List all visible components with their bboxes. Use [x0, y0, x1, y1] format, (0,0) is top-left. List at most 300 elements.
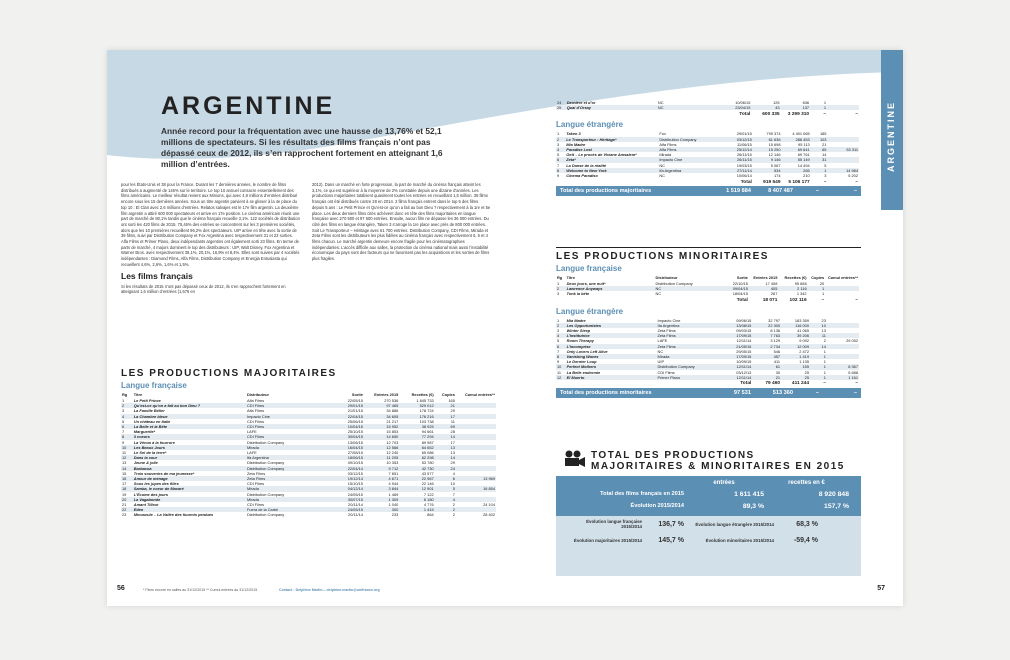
- table-cell: La Belle endormie: [566, 369, 601, 375]
- table-cell: 1 415: [399, 507, 434, 512]
- total-row: [556, 380, 861, 388]
- table-cell: 22/05/15: [347, 398, 363, 403]
- table-cell: Mirada: [246, 486, 329, 491]
- table-cell: Sous les jupes des filles: [133, 481, 179, 487]
- table-cell: 12 901: [399, 486, 434, 491]
- table-cell: 10: [450, 481, 455, 487]
- total-cell: 919 549: [763, 179, 781, 185]
- table-cell: 7: [452, 491, 455, 497]
- majoritaires-section: [121, 368, 496, 518]
- table-cell: Tonk la bête: [566, 291, 590, 297]
- table-cell: 9: [122, 439, 125, 445]
- table-cell: 11: [557, 369, 562, 375]
- total-cell: 600 335: [762, 111, 780, 117]
- table-cell: 25: [781, 375, 810, 380]
- table-cell: 09/10/15: [347, 460, 363, 466]
- table-cell: Distribution Company: [246, 512, 285, 518]
- table-cell: 11: [450, 418, 455, 424]
- table-cell: 5 067: [770, 162, 781, 168]
- table-cell: 210: [803, 173, 810, 179]
- table-cell: 1 040: [388, 502, 399, 508]
- table-cell: 2: [823, 338, 826, 344]
- column-header: Copies: [441, 392, 455, 398]
- table-cell: 16/04/15: [329, 445, 364, 450]
- table-cell: 7: [557, 162, 560, 168]
- table-cell: 11: [122, 450, 127, 456]
- table-cell: Perfect Mothers: [566, 364, 657, 369]
- table-cell: 15 853: [386, 429, 399, 435]
- table-cell: 1: [823, 348, 826, 354]
- column-header: Rg: [557, 275, 563, 281]
- table-cell: Ifa Argentina: [246, 455, 329, 460]
- table-cell: NC: [655, 291, 662, 297]
- table-cell: 64 652: [399, 445, 434, 450]
- table-cell: 29: [450, 408, 455, 414]
- table-cell: 10/06/14: [736, 173, 752, 179]
- table-cell: 30/07/15: [329, 497, 364, 502]
- table-cell: 9: [557, 359, 560, 365]
- table-cell: 178 724: [419, 408, 434, 414]
- table-cell: 300: [364, 507, 399, 512]
- total-row: [556, 297, 861, 305]
- table-cell: 21/01/15: [347, 408, 363, 414]
- table-cell: 6: [556, 157, 565, 162]
- table-cell: 17/09/15: [724, 354, 753, 359]
- table-cell: 103 738: [419, 418, 434, 424]
- table-cell: Alfa Films: [246, 398, 265, 403]
- table-cell: 5 202: [848, 173, 858, 179]
- table-cell: Distribution Company: [246, 439, 285, 445]
- langue-francaise-subheading: Langue française: [121, 381, 187, 390]
- table-cell: 12: [121, 455, 133, 460]
- table-cell: 1: [823, 100, 827, 105]
- table-cell: Distribution Company: [246, 466, 329, 471]
- table-cell: 5: [557, 152, 560, 158]
- table-cell: 4: [121, 414, 133, 419]
- majoritaires-fr-table: [121, 392, 496, 518]
- table-cell: 3 844: [364, 486, 399, 491]
- table-cell: NC: [657, 348, 664, 354]
- film-camera-icon: [563, 450, 585, 468]
- table-cell: 12/11/14: [736, 338, 752, 344]
- min-langue-etrangere-subheading: Langue étrangère: [556, 306, 624, 316]
- total-cell: 79 460: [765, 381, 781, 387]
- table-cell: 53 780: [421, 460, 434, 466]
- table-cell: NC: [657, 100, 664, 105]
- table-cell: 19/12/14: [329, 476, 364, 481]
- table-cell: 15 698: [768, 141, 781, 147]
- total-cell: 102 116: [789, 298, 807, 303]
- table-cell: 9: [557, 173, 560, 179]
- table-cell: 16 854: [456, 486, 496, 491]
- table-cell: Zeta Films: [246, 476, 329, 481]
- table-cell: 2: [452, 512, 455, 518]
- table-cell: 18/04/15: [732, 291, 748, 297]
- table-cell: 43: [751, 105, 780, 110]
- table-cell: 4: [435, 497, 456, 502]
- table-cell: 24/05/15: [347, 491, 363, 497]
- table-cell: 3: [557, 141, 560, 147]
- total-cell: Total: [736, 298, 748, 303]
- country-title: ARGENTINE: [161, 92, 336, 120]
- table-cell: L’Institutrice: [566, 333, 657, 338]
- column-header: Sortie: [351, 392, 363, 398]
- table-cell: 32 797: [768, 317, 781, 323]
- majoritaires-continued: [556, 100, 861, 196]
- table-cell: 1 161: [827, 375, 859, 380]
- table-cell: 1 342: [796, 291, 807, 297]
- table-cell: 94 661: [421, 429, 434, 435]
- column-header: Rg: [122, 392, 128, 398]
- table-cell: 1: [823, 359, 826, 365]
- table-cell: 21: [435, 403, 456, 408]
- table-cell: 12 566: [364, 445, 399, 450]
- lead-paragraph: Année record pour la fréquentation avec une hausse de 13,76% et 52,1 millions de spectateurs. Si les résultats des films français n’ont pas dépassé ceux de 2012, ils s’en rapprochent fortement en atteignant 1,6 million d’entrées.: [161, 126, 443, 169]
- table-cell: 95 658: [794, 281, 807, 286]
- table-cell: 9 092: [799, 338, 809, 344]
- table-cell: Deux jours, une nuit*: [566, 281, 606, 286]
- table-cell: 636: [802, 100, 810, 105]
- table-cell: 8: [556, 354, 566, 359]
- table-cell: 10/04/15: [329, 424, 364, 429]
- table-cell: L’Incomprise: [566, 344, 657, 349]
- table-cell: Distribution Company: [246, 491, 285, 497]
- table-cell: Alfa Films: [658, 147, 724, 152]
- table-cell: Cinema Paradiso: [566, 173, 598, 179]
- table-cell: Distribution Company: [658, 137, 724, 142]
- table-cell: 17: [435, 414, 456, 419]
- table-cell: 13/06/15: [347, 439, 363, 445]
- table-cell: 1: [810, 354, 827, 359]
- table-cell: 12 009: [781, 344, 810, 349]
- table-cell: Samba, le coeur de Macaré: [133, 486, 246, 491]
- table-cell: 1: [822, 291, 825, 297]
- table-cell: 14 494: [797, 162, 810, 168]
- table-cell: 20/11/14: [348, 512, 363, 518]
- table-cell: 13: [821, 328, 826, 334]
- table-cell: 5: [824, 162, 827, 168]
- table-cell: Distribution Company: [655, 281, 693, 286]
- table-cell: Qu’est-ce qu’on a fait au bon Dieu ?: [133, 403, 246, 408]
- table-cell: 13/08/15: [724, 323, 753, 328]
- table-cell: 529 012: [399, 403, 434, 408]
- table-cell: Zeta Films: [657, 344, 724, 349]
- table-cell: 267: [770, 291, 778, 297]
- table-cell: 29/01/15: [736, 131, 752, 137]
- table-cell: Dans la cour: [133, 455, 246, 460]
- table-cell: 4: [556, 333, 566, 338]
- table-cell: 5: [435, 486, 456, 491]
- table-cell: 14: [810, 344, 827, 349]
- total-minoritaires-bar: Total des productions minoritaires 97 531 513 360 – –: [556, 388, 861, 398]
- table-cell: Alfa Films: [246, 408, 265, 414]
- table-cell: 28: [450, 429, 455, 435]
- table-cell: 53 311: [827, 147, 859, 152]
- column-header: Distributeur: [655, 275, 678, 281]
- table-cell: Zeta Films: [246, 470, 266, 476]
- table-cell: Ifa Argentina: [657, 323, 724, 328]
- table-cell: 12/11/14: [724, 375, 753, 380]
- table-cell: LAFE: [657, 338, 668, 344]
- total-cell: Total: [740, 381, 752, 387]
- table-cell: 270 536: [384, 398, 399, 403]
- table-cell: 405: [749, 286, 778, 291]
- table-cell: Eden: [133, 507, 246, 512]
- table-cell: Lawrence Anyways: [566, 286, 655, 291]
- total-cell: Total: [739, 111, 751, 117]
- table-cell: 04/12/14: [329, 486, 364, 491]
- page-number-left: 56: [117, 585, 125, 592]
- table-cell: CDI Films: [246, 418, 265, 424]
- table-cell: 7 763: [752, 333, 781, 338]
- table-cell: 13: [435, 445, 456, 450]
- table-cell: 65: [811, 147, 828, 152]
- table-cell: 27/11/14: [724, 168, 752, 173]
- table-cell: 22/04/15: [329, 414, 364, 419]
- table-cell: 55 149: [782, 157, 811, 162]
- table-cell: 03/12/13: [736, 369, 752, 375]
- table-cell: 15 250: [753, 147, 782, 152]
- table-cell: 22 967: [399, 476, 434, 481]
- table-cell: CDI Films: [246, 434, 329, 439]
- table-cell: 457: [752, 354, 781, 359]
- article-col-1: pour les États-Unis et 38 pour la France. Durant les 7 dernières années, le nombre de films distribués a augmenté de 146% sur le territoire. Le top 10 annuel consacre essentiellement des films américains. Le meilleur résultat revient aux Minions, qui avec 4,9 millions d’entrées distribué encore sous les 15 dernières années. Sous un titre argentin parvient à se glisser à la 4e place du top 10 : El Clan avec 2,6 millions d’entrées. Relatos salvajes est le 17e film argentin. La deuxième film argentin a attiré 600 000 spectateurs et arrive en 17e position. Le cinéma américain réunit une part de marché de 80,1% tandis que le cinéma français recueille 3,1%. 122 sociétés de distribution ont sorti les 420 films de 2015. 75,46% des entrées se concentrent sur les 3 premières sociétés, alors que les 10 premières recueillent 96,2% des spectateurs. UIP arrive en tête avec la sortie de 39 films, suivi par Distribution Company et Fox Argentina avec respectivement 31 et 23 sorties. Alfa Films et Primer Plano, deux indépendants argentins ont également sorti 23 films. En terme de parts de marché, 4 majors dominent le top des distributeurs : UIP, Walt Disney, Fox Argentina et Warner Bros. avec respectivement 39,1%, 20,1%, 16,9% et 8,4%. Elles sont suivies par 4 sociétés indépendantes : Diamond Films, Alfa Films, Distribution Company et Energia Entusiasta qui recueillent 4,6%, 2,6%, 1,6% et 1,5%. Les films français Si les résultats de 2015 n’ont pas dépassé ceux de 2012, ils s’en rapprochent fortement en atteignant 1,6 million d’entrées (1,676 en: [121, 182, 300, 295]
- table-cell: 30/04/15: [329, 434, 364, 439]
- evolution-row-1: Évolution langue française 2015/2014 136,7 % Évolution langue étrangère 2015/2014 68,3 %: [586, 519, 818, 529]
- table-cell: 2 734: [752, 344, 781, 349]
- table-cell: 12: [556, 375, 566, 380]
- table-cell: 15/10/15: [347, 481, 363, 487]
- total-majoritaires-bar: Total des productions majoritaires 1 519 884 8 407 487 – –: [556, 186, 861, 196]
- total-cell: 3 299 310: [787, 111, 810, 117]
- table-cell: 6 180: [399, 497, 434, 502]
- table-cell: 165: [448, 398, 455, 403]
- table-cell: La Vagabonde: [133, 497, 246, 502]
- article-col-2: 2012). Dans un marché en forte progression, la part de marché du cinéma français atteint les 3,1%, ce qui est supérieur à la moyenne de 2% constatée depuis une dizaine d’années. Les productions majoritaires totalisent quasiment toutes les entrées en recueillant 1,5 million. 38 films français ont été distribués contre 28 en 2014. 2 films français entrent dans le top 5 des films depuis 5 ans : Le Petit Prince et Qu’est-ce qu’on a fait au bon Dieu ? respectivement à la 1re et 5e place. Les deux derniers films cités achèvent donc en tête des films majoritaires en langue française avec 270 500 et 97 600 entrées. Ensuite, aucun film ne dépasse les 36 000 entrées. Du côté des films en langue étrangère, Taken 3 s’arroge la 1re place avec près de 800 000 entrées. Soit Le Transporteur – Héritage avec 61 700 entrées. Distribution Company, CDI Films, Mirada et Zeta Films sont les distributeurs les plus fidèles au cinéma français avec respectivement 6, 5 et 4 films chacun. Le marché argentin demeure encore fragile pour les cinématographies indépendantes. L’accès difficile aux salles, la protection du cinéma national mais aussi l’instabilité économique du pays sont des facteurs qui ne favorisent pas les acquisitions et les sorties de films plus fragiles.: [312, 182, 491, 262]
- table-cell: 13 969: [456, 476, 496, 481]
- table-cell: 7 851: [388, 470, 399, 476]
- table-cell: 4 671: [364, 476, 399, 481]
- table-cell: Amant Tilleur: [133, 502, 159, 508]
- table-cell: LAFE: [246, 450, 257, 456]
- contact-line: Contact : Delphine Martin – delphine.martin@unifrance.org: [279, 588, 380, 592]
- table-cell: 23: [821, 317, 826, 323]
- side-tab: ARGENTINE: [881, 50, 903, 210]
- table-cell: 21: [752, 375, 781, 380]
- synthese-box: [556, 476, 861, 576]
- table-cell: La Danse de la réalité: [566, 162, 607, 168]
- total-cell: –: [855, 111, 858, 117]
- table-cell: 1 845 733: [416, 398, 434, 403]
- total-cell: –: [823, 381, 826, 387]
- table-cell: Jeune & jolie: [133, 460, 158, 466]
- table-cell: 3: [557, 328, 560, 334]
- table-cell: 10: [556, 364, 566, 369]
- table-cell: Trois souvenirs de ma jeunesse*: [133, 470, 195, 476]
- column-header: Cumul entrées**: [464, 392, 495, 398]
- table-cell: Mia Madre: [566, 317, 586, 323]
- table-cell: 1: [122, 398, 125, 403]
- table-cell: Minuscule – La Vallée des fourmis perdues: [133, 512, 214, 518]
- table-cell: 8: [121, 434, 133, 439]
- table-cell: 2: [452, 502, 455, 508]
- table-cell: La Famille Bélier: [133, 408, 165, 414]
- table-cell: 22 300: [752, 323, 781, 328]
- table-cell: 1: [810, 364, 827, 369]
- table-cell: 69 761: [797, 152, 810, 158]
- total-cell: –: [821, 298, 825, 303]
- table-cell: 176 216: [399, 414, 434, 419]
- table-cell: NC: [659, 162, 665, 168]
- table-cell: El Muerto: [566, 375, 657, 380]
- table-cell: 20/11/14: [348, 502, 363, 508]
- table-cell: 2: [435, 507, 456, 512]
- column-header: Recettes (€): [411, 392, 434, 398]
- table-cell: Le Transporteur : Héritage*: [565, 137, 658, 142]
- table-cell: 95 113: [798, 141, 810, 147]
- table-cell: 25: [804, 369, 809, 375]
- table-cell: 1: [810, 105, 827, 110]
- table-cell: La Belle et la Bête: [133, 424, 246, 429]
- table-cell: 10: [121, 445, 133, 450]
- table-cell: Fuera de la Cartel: [246, 507, 329, 512]
- min-langue-francaise-subheading: Langue française: [556, 264, 622, 273]
- table-cell: 1: [810, 375, 827, 380]
- table-cell: 34 886: [386, 408, 399, 414]
- table-cell: 137: [781, 105, 811, 110]
- table-cell: CDI Films: [657, 369, 675, 375]
- table-cell: 11: [810, 333, 827, 338]
- table-cell: 14 650: [364, 434, 399, 439]
- table-cell: 8: [556, 168, 565, 173]
- column-header: Titre: [133, 392, 143, 398]
- table-cell: 5 688: [848, 369, 858, 375]
- column-header: Cumul entrées**: [827, 275, 858, 281]
- table-cell: Welcome to New York: [565, 168, 658, 173]
- table-cell: Impacto Cine: [657, 317, 681, 323]
- table-cell: 1 419: [781, 354, 810, 359]
- table-cell: 39 206: [781, 333, 810, 338]
- table-cell: Distribution Company: [246, 460, 285, 466]
- table-cell: 4 944: [388, 481, 399, 487]
- table-cell: 3: [824, 173, 827, 179]
- table-cell: 5: [557, 338, 560, 344]
- table-cell: 15: [122, 470, 127, 476]
- table-cell: 6: [121, 424, 133, 429]
- table-cell: Winter Sleep: [566, 328, 591, 334]
- table-cell: 6: [435, 476, 456, 481]
- table-cell: 7: [122, 429, 125, 435]
- table-cell: NC: [657, 105, 722, 110]
- table-cell: Marguerite*: [133, 429, 156, 435]
- table-cell: 21: [822, 141, 827, 147]
- table-cell: 233: [391, 512, 399, 518]
- table-cell: 27/08/15: [347, 450, 363, 456]
- table-cell: 18: [121, 486, 133, 491]
- total-row: [556, 178, 861, 186]
- minoritaires-heading: LES PRODUCTIONS MINORITAIRES: [556, 247, 861, 262]
- table-cell: Mia Madre: [566, 141, 586, 147]
- table-cell: CDI Films: [246, 424, 329, 429]
- table-cell: 97 465: [364, 403, 399, 408]
- table-cell: 163 359: [794, 317, 809, 323]
- table-cell: 14 984: [827, 168, 859, 173]
- minoritaires-etr-table: [556, 318, 861, 388]
- magazine-spread: [107, 50, 903, 606]
- table-cell: 89 987: [421, 439, 434, 445]
- table-cell: 864: [427, 512, 434, 518]
- table-cell: 16: [121, 476, 133, 481]
- table-cell: 42 730: [399, 466, 434, 471]
- table-cell: CDI Films: [246, 502, 265, 508]
- table-cell: Ifa Argentina: [658, 168, 724, 173]
- table-cell: 62 298: [399, 455, 434, 460]
- table-cell: CDI Films: [246, 403, 329, 408]
- table-cell: 1: [557, 281, 560, 286]
- table-cell: 20: [819, 281, 825, 286]
- langue-etrangere-subheading: Langue étrangère: [556, 120, 624, 130]
- table-cell: 4 401 065: [792, 131, 810, 137]
- table-cell: 24/05/15: [329, 507, 364, 512]
- table-cell: 69 641: [782, 147, 811, 152]
- table-cell: 155: [781, 364, 810, 369]
- table-cell: 2: [556, 286, 566, 291]
- table-cell: 29 052: [846, 338, 858, 344]
- page-right: [505, 50, 903, 606]
- table-cell: 14: [822, 152, 827, 158]
- column-header: Distributeur: [246, 392, 270, 398]
- table-cell: 1 135: [799, 359, 809, 365]
- table-cell: 22: [121, 507, 133, 512]
- table-cell: 1: [823, 369, 826, 375]
- table-cell: 22/04/14: [329, 466, 364, 471]
- table-cell: 19/03/15: [736, 162, 752, 168]
- table-cell: 26/11/15: [736, 152, 752, 158]
- total-cell: 411 244: [791, 381, 809, 387]
- table-cell: 15 952: [364, 424, 399, 429]
- table-cell: 10: [810, 323, 827, 328]
- table-cell: 2 472: [799, 348, 809, 354]
- table-cell: 7: [557, 348, 560, 354]
- table-cell: 65 086: [421, 450, 434, 456]
- synthese-heading: TOTAL DES PRODUCTIONS MAJORITAIRES & MINORITAIRES EN 2015: [563, 450, 845, 472]
- table-cell: Only Lovers Left Alive: [566, 348, 608, 354]
- table-cell: Le Petit Prince: [133, 398, 161, 403]
- table-cell: Room Therapy: [566, 338, 594, 344]
- table-cell: 11 205: [364, 455, 399, 460]
- table-cell: 2: [121, 403, 133, 408]
- total-cell: –: [855, 381, 858, 387]
- table-cell: 41 065: [797, 328, 809, 334]
- table-cell: 4: [556, 147, 565, 152]
- table-cell: 21/05/15: [724, 344, 753, 349]
- table-cell: 09/06/15: [736, 317, 752, 323]
- table-cell: Zeta Films: [657, 328, 676, 334]
- evolution-row-2: Évolution majoritaires 2015/2014 145,7 % Évolution minoritaires 2015/2014 -59,4 %: [573, 536, 818, 544]
- table-cell: Quai d’Orsay: [566, 105, 657, 110]
- footnote-left: * Films encore en salles au 31/12/2015 ** Cumul entrées au 31/12/2015: [143, 588, 258, 592]
- table-cell: 30: [775, 369, 781, 375]
- table-cell: 10/09/15: [736, 359, 752, 365]
- column-header: Sortie: [736, 275, 748, 281]
- table-cell: 09/03/15: [736, 328, 752, 334]
- table-cell: 20: [121, 497, 133, 502]
- column-header: Entrées 2015: [374, 392, 399, 398]
- table-cell: 29/05/15: [736, 348, 752, 354]
- column-header: Entrées 2015: [753, 275, 778, 281]
- table-cell: Impacto Cine: [246, 414, 329, 419]
- table-cell: LAFE: [246, 429, 257, 435]
